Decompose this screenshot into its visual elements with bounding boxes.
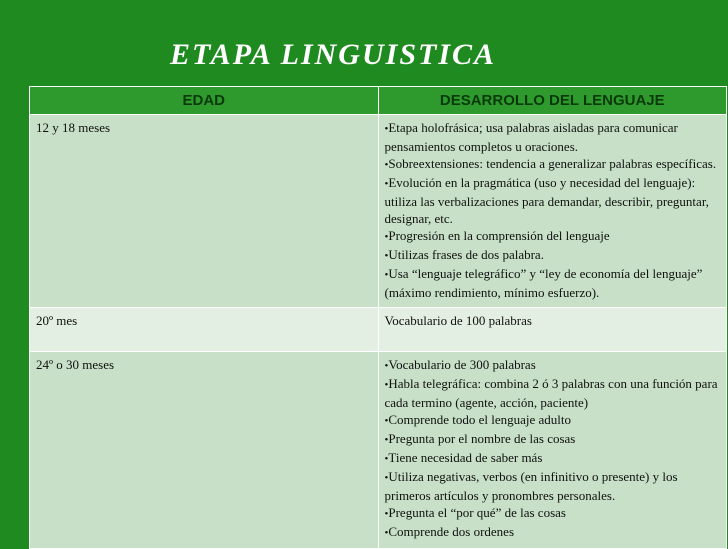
development-list [385,356,721,542]
list-item: •Comprende todo el lenguaje adulto [384,412,572,427]
table-row [30,308,727,352]
list-item: •Pregunta por el nombre de las cosas [384,431,576,446]
list-item: •Habla telegráfica: combina 2 ó 3 palabras con una función para cada termino (agente, acción, paciente) [384,376,718,410]
list-item: •Sobreextensiones: tendencia a generalizar palabras específicas. [384,156,717,171]
header-desarrollo: DESARROLLO DEL LENGUAJE [378,87,727,115]
list-item: •Utiliza negativas, verbos (en infinitivo o presente) y los primeros artículos y pronombres personales. [384,469,678,503]
development-cell [378,352,727,549]
list-item: •Progresión en la comprensión del lenguaje [384,228,610,243]
table-row [30,352,727,549]
list-item: •Vocabulario de 300 palabras [384,357,536,372]
age-cell: 20º mes [30,308,379,352]
list-item: •Evolución en la pragmática (uso y necesidad del lenguaje): utiliza las verbalizaciones para demandar, describir, preguntar, designar, etc. [384,175,709,226]
table-row [30,115,727,308]
header-edad: EDAD [30,87,379,115]
development-cell [378,115,727,308]
list-item: •Usa “lenguaje telegráfico” y “ley de economía del lenguaje” (máximo rendimiento, mínimo esfuerzo). [384,266,703,300]
table-header-row [30,87,727,115]
list-item: •Pregunta el “por qué” de las cosas [384,505,566,520]
slide-title: ETAPA LINGUISTICA [170,38,497,71]
development-table [29,86,727,549]
list-item: •Tiene necesidad de saber más [384,450,543,465]
development-cell: Vocabulario de 100 palabras [378,308,727,352]
list-item: •Etapa holofrásica; usa palabras aisladas para comunicar pensamientos completos u oraciones. [384,120,678,154]
list-item: •Comprende dos ordenes [384,524,514,539]
age-cell: 12 y 18 meses [30,115,379,308]
age-cell: 24º o 30 meses [30,352,379,549]
development-list [385,119,721,301]
list-item: •Utilizas frases de dos palabra. [384,247,544,262]
